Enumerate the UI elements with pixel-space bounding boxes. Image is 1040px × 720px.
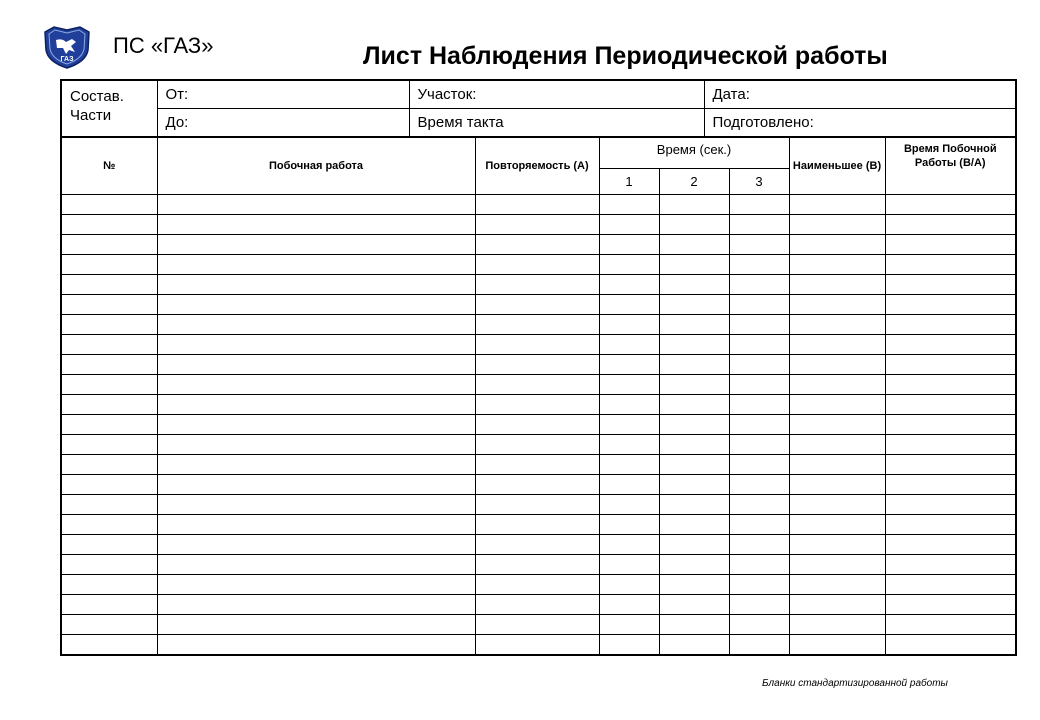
table-cell[interactable] xyxy=(659,515,729,535)
table-cell[interactable] xyxy=(885,435,1016,455)
table-cell[interactable] xyxy=(885,215,1016,235)
col-time-1: 1 xyxy=(599,169,659,195)
logo-text: ГАЗ xyxy=(60,56,74,63)
table-cell[interactable] xyxy=(729,455,789,475)
table-cell[interactable] xyxy=(599,335,659,355)
table-cell[interactable] xyxy=(789,615,885,635)
table-cell[interactable] xyxy=(789,435,885,455)
table-cell[interactable] xyxy=(729,555,789,575)
table-cell[interactable] xyxy=(61,195,157,215)
col-frequency: Повторяемость (А) xyxy=(475,138,599,195)
table-cell[interactable] xyxy=(475,595,599,615)
table-cell[interactable] xyxy=(729,495,789,515)
table-cell[interactable] xyxy=(885,475,1016,495)
table-cell[interactable] xyxy=(789,335,885,355)
table-cell[interactable] xyxy=(789,415,885,435)
table-cell[interactable] xyxy=(659,455,729,475)
table-cell[interactable] xyxy=(599,215,659,235)
table-cell[interactable] xyxy=(157,635,475,656)
table-cell[interactable] xyxy=(475,275,599,295)
table-cell[interactable] xyxy=(885,555,1016,575)
table-cell[interactable] xyxy=(789,555,885,575)
from-field[interactable]: От: xyxy=(157,80,409,109)
table-cell[interactable] xyxy=(475,635,599,656)
table-cell[interactable] xyxy=(475,535,599,555)
table-cell[interactable] xyxy=(659,375,729,395)
table-cell[interactable] xyxy=(789,395,885,415)
table-cell[interactable] xyxy=(599,235,659,255)
table-cell[interactable] xyxy=(157,275,475,295)
table-cell[interactable] xyxy=(475,575,599,595)
table-cell[interactable] xyxy=(885,235,1016,255)
table-cell[interactable] xyxy=(885,595,1016,615)
table-cell[interactable] xyxy=(61,455,157,475)
table-cell[interactable] xyxy=(61,215,157,235)
table-cell[interactable] xyxy=(475,415,599,435)
table-cell[interactable] xyxy=(885,635,1016,656)
table-cell[interactable] xyxy=(789,535,885,555)
table-cell[interactable] xyxy=(157,395,475,415)
table-cell[interactable] xyxy=(157,355,475,375)
table-cell[interactable] xyxy=(729,615,789,635)
table-cell[interactable] xyxy=(729,235,789,255)
table-cell[interactable] xyxy=(475,355,599,375)
table-cell[interactable] xyxy=(157,335,475,355)
table-cell[interactable] xyxy=(599,515,659,535)
table-cell[interactable] xyxy=(885,355,1016,375)
table-cell[interactable] xyxy=(659,555,729,575)
table-cell[interactable] xyxy=(157,595,475,615)
table-cell[interactable] xyxy=(789,495,885,515)
table-cell[interactable] xyxy=(475,315,599,335)
gaz-logo xyxy=(42,24,92,70)
table-cell[interactable] xyxy=(61,575,157,595)
table-cell[interactable] xyxy=(475,455,599,475)
table-cell[interactable] xyxy=(157,535,475,555)
table-cell[interactable] xyxy=(61,415,157,435)
table-row xyxy=(61,295,1016,315)
table-cell[interactable] xyxy=(885,495,1016,515)
table-cell[interactable] xyxy=(659,355,729,375)
table-cell[interactable] xyxy=(729,575,789,595)
table-cell[interactable] xyxy=(599,615,659,635)
footer-note: Бланки стандартизированной работы xyxy=(762,678,948,689)
table-cell[interactable] xyxy=(885,335,1016,355)
table-cell[interactable] xyxy=(729,275,789,295)
table-cell[interactable] xyxy=(659,495,729,515)
table-cell[interactable] xyxy=(789,315,885,335)
table-cell[interactable] xyxy=(475,435,599,455)
table-cell[interactable] xyxy=(61,275,157,295)
table-cell[interactable] xyxy=(885,535,1016,555)
table-cell[interactable] xyxy=(789,595,885,615)
table-cell[interactable] xyxy=(157,575,475,595)
table-cell[interactable] xyxy=(157,255,475,275)
table-cell[interactable] xyxy=(599,535,659,555)
page-title: Лист Наблюдения Периодической работы xyxy=(363,42,888,70)
table-cell[interactable] xyxy=(729,475,789,495)
table-row xyxy=(61,555,1016,575)
table-cell[interactable] xyxy=(475,615,599,635)
table-cell[interactable] xyxy=(885,275,1016,295)
col-minimum: Наименьшее (В) xyxy=(789,138,885,195)
table-cell[interactable] xyxy=(475,475,599,495)
table-cell[interactable] xyxy=(659,615,729,635)
table-cell[interactable] xyxy=(61,515,157,535)
table-cell[interactable] xyxy=(659,255,729,275)
table-cell[interactable] xyxy=(599,395,659,415)
table-row xyxy=(61,275,1016,295)
table-cell[interactable] xyxy=(659,635,729,656)
table-row xyxy=(61,315,1016,335)
table-cell[interactable] xyxy=(659,315,729,335)
table-cell[interactable] xyxy=(885,455,1016,475)
table-cell[interactable] xyxy=(157,515,475,535)
table-cell[interactable] xyxy=(885,315,1016,335)
table-cell[interactable] xyxy=(659,595,729,615)
prepared-field[interactable]: Подготовлено: xyxy=(704,109,1016,138)
table-cell[interactable] xyxy=(885,615,1016,635)
table-cell[interactable] xyxy=(61,375,157,395)
table-cell[interactable] xyxy=(157,495,475,515)
table-cell[interactable] xyxy=(659,195,729,215)
table-row xyxy=(61,575,1016,595)
table-cell[interactable] xyxy=(157,455,475,475)
table-cell[interactable] xyxy=(61,475,157,495)
table-cell[interactable] xyxy=(885,375,1016,395)
table-cell[interactable] xyxy=(599,415,659,435)
table-cell[interactable] xyxy=(61,535,157,555)
table-row xyxy=(61,255,1016,275)
table-cell[interactable] xyxy=(659,535,729,555)
part-label: Состав. Части xyxy=(61,80,157,137)
table-cell[interactable] xyxy=(599,595,659,615)
table-cell[interactable] xyxy=(599,555,659,575)
table-cell[interactable] xyxy=(157,435,475,455)
table-cell[interactable] xyxy=(885,575,1016,595)
table-cell[interactable] xyxy=(475,235,599,255)
table-cell[interactable] xyxy=(475,495,599,515)
table-cell[interactable] xyxy=(157,555,475,575)
table-cell[interactable] xyxy=(729,335,789,355)
table-cell[interactable] xyxy=(61,435,157,455)
table-cell[interactable] xyxy=(475,335,599,355)
table-cell[interactable] xyxy=(659,275,729,295)
table-cell[interactable] xyxy=(475,255,599,275)
table-row xyxy=(61,195,1016,215)
table-cell[interactable] xyxy=(157,475,475,495)
table-cell[interactable] xyxy=(157,375,475,395)
table-cell[interactable] xyxy=(61,635,157,656)
table-cell[interactable] xyxy=(157,295,475,315)
organization-name: ПС «ГАЗ» xyxy=(113,33,214,58)
table-cell[interactable] xyxy=(789,275,885,295)
table-cell[interactable] xyxy=(885,515,1016,535)
table-cell[interactable] xyxy=(659,575,729,595)
table-cell[interactable] xyxy=(61,615,157,635)
col-side-work: Побочная работа xyxy=(157,138,475,195)
table-cell[interactable] xyxy=(789,195,885,215)
table-row xyxy=(61,335,1016,355)
table-cell[interactable] xyxy=(61,395,157,415)
table-cell[interactable] xyxy=(729,595,789,615)
table-row xyxy=(61,375,1016,395)
table-cell[interactable] xyxy=(659,395,729,415)
table-cell[interactable] xyxy=(599,275,659,295)
table-cell[interactable] xyxy=(61,595,157,615)
table-cell[interactable] xyxy=(659,215,729,235)
table-cell[interactable] xyxy=(729,515,789,535)
table-row xyxy=(61,395,1016,415)
observation-table xyxy=(60,137,1017,656)
table-cell[interactable] xyxy=(157,195,475,215)
table-cell[interactable] xyxy=(599,475,659,495)
table-cell[interactable] xyxy=(729,435,789,455)
table-cell[interactable] xyxy=(61,555,157,575)
table-cell[interactable] xyxy=(659,475,729,495)
table-cell[interactable] xyxy=(885,195,1016,215)
table-row xyxy=(61,415,1016,435)
header-form xyxy=(60,79,1017,138)
table-cell[interactable] xyxy=(789,375,885,395)
table-cell[interactable] xyxy=(729,535,789,555)
table-cell[interactable] xyxy=(659,235,729,255)
table-cell[interactable] xyxy=(729,315,789,335)
table-cell[interactable] xyxy=(599,635,659,656)
table-cell[interactable] xyxy=(885,295,1016,315)
table-row xyxy=(61,495,1016,515)
table-cell[interactable] xyxy=(61,235,157,255)
table-cell[interactable] xyxy=(475,375,599,395)
table-cell[interactable] xyxy=(157,615,475,635)
table-cell[interactable] xyxy=(789,235,885,255)
table-cell[interactable] xyxy=(789,215,885,235)
table-cell[interactable] xyxy=(789,255,885,275)
table-cell[interactable] xyxy=(61,495,157,515)
table-cell[interactable] xyxy=(599,255,659,275)
table-row xyxy=(61,355,1016,375)
table-cell[interactable] xyxy=(885,395,1016,415)
col-time-3: 3 xyxy=(729,169,789,195)
table-cell[interactable] xyxy=(61,255,157,275)
table-cell[interactable] xyxy=(729,375,789,395)
table-cell[interactable] xyxy=(789,515,885,535)
table-cell[interactable] xyxy=(599,435,659,455)
table-cell[interactable] xyxy=(659,335,729,355)
table-cell[interactable] xyxy=(61,355,157,375)
table-cell[interactable] xyxy=(885,255,1016,275)
table-cell[interactable] xyxy=(729,295,789,315)
table-cell[interactable] xyxy=(885,415,1016,435)
table-cell[interactable] xyxy=(599,355,659,375)
table-cell[interactable] xyxy=(599,455,659,475)
table-cell[interactable] xyxy=(157,215,475,235)
col-time-group: Время (сек.) xyxy=(599,138,789,169)
section-field[interactable]: Участок: xyxy=(409,80,704,109)
table-row xyxy=(61,435,1016,455)
table-cell[interactable] xyxy=(659,295,729,315)
table-cell[interactable] xyxy=(729,395,789,415)
table-cell[interactable] xyxy=(157,235,475,255)
table-cell[interactable] xyxy=(729,355,789,375)
table-cell[interactable] xyxy=(729,415,789,435)
table-row xyxy=(61,515,1016,535)
table-row xyxy=(61,615,1016,635)
table-cell[interactable] xyxy=(729,195,789,215)
table-row xyxy=(61,535,1016,555)
table-cell[interactable] xyxy=(789,355,885,375)
table-cell[interactable] xyxy=(475,555,599,575)
table-cell[interactable] xyxy=(789,475,885,495)
table-cell[interactable] xyxy=(599,495,659,515)
col-time-2: 2 xyxy=(659,169,729,195)
table-row xyxy=(61,475,1016,495)
col-side-work-time: Время Побочной Работы (В/А) xyxy=(885,138,1016,195)
table-cell[interactable] xyxy=(729,255,789,275)
col-number: № xyxy=(61,138,157,195)
date-field[interactable]: Дата: xyxy=(704,80,1016,109)
table-cell[interactable] xyxy=(789,575,885,595)
table-row xyxy=(61,455,1016,475)
table-cell[interactable] xyxy=(475,215,599,235)
table-cell[interactable] xyxy=(599,195,659,215)
table-cell[interactable] xyxy=(475,295,599,315)
table-cell[interactable] xyxy=(599,295,659,315)
table-cell[interactable] xyxy=(61,315,157,335)
table-cell[interactable] xyxy=(729,215,789,235)
table-cell[interactable] xyxy=(789,295,885,315)
table-cell[interactable] xyxy=(61,295,157,315)
table-row xyxy=(61,235,1016,255)
table-cell[interactable] xyxy=(61,335,157,355)
table-cell[interactable] xyxy=(475,395,599,415)
table-cell[interactable] xyxy=(599,575,659,595)
to-field[interactable]: До: xyxy=(157,109,409,138)
table-cell[interactable] xyxy=(475,515,599,535)
table-cell[interactable] xyxy=(729,635,789,656)
table-cell[interactable] xyxy=(659,415,729,435)
table-cell[interactable] xyxy=(157,315,475,335)
table-row xyxy=(61,635,1016,656)
table-cell[interactable] xyxy=(789,455,885,475)
table-cell[interactable] xyxy=(157,415,475,435)
table-row xyxy=(61,595,1016,615)
table-cell[interactable] xyxy=(789,635,885,656)
takt-time-field[interactable]: Время такта xyxy=(409,109,704,138)
table-cell[interactable] xyxy=(659,435,729,455)
table-cell[interactable] xyxy=(599,315,659,335)
table-cell[interactable] xyxy=(475,195,599,215)
table-row xyxy=(61,215,1016,235)
table-cell[interactable] xyxy=(599,375,659,395)
